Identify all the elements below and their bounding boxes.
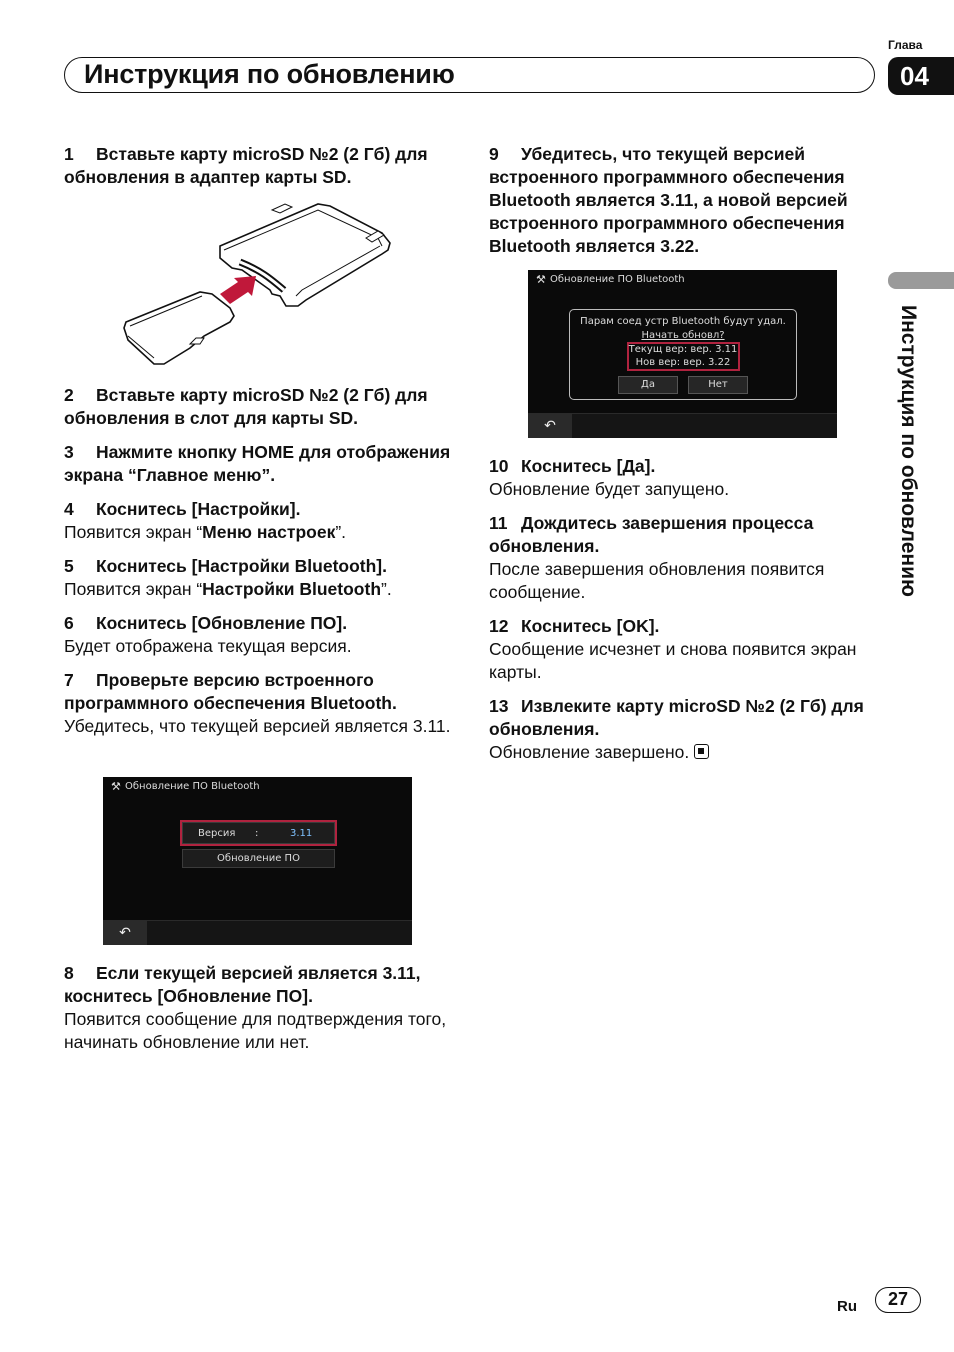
screen-bottom-bar [103,920,412,945]
back-icon[interactable]: ↶ [103,921,147,945]
step-13: 13 Извлеките карту microSD №2 (2 Гб) для обновления. Обновление завершено. [489,696,864,762]
step-8: 8 Если текущей версией является 3.11, коснитесь [Обновление ПО]. Появится сообщение для подтверждения того, начинать обновление или нет. [64,963,447,1052]
left-column [64,143,456,189]
dialog-question: Начать обновл? [641,330,725,341]
step-6: 6 Коснитесь [Обновление ПО]. Будет отображена текущая версия. [64,613,352,656]
step-1: 1 Вставьте карту microSD №2 (2 Гб) для обновления в адаптер карты SD. [64,144,428,187]
chapter-label: Глава [888,38,923,52]
version-separator: : [255,828,259,839]
right-column [489,143,879,258]
screen-title: Обновление ПО Bluetooth [550,274,685,285]
screen-title: Обновление ПО Bluetooth [125,781,260,792]
side-tab-marker [888,272,954,289]
dialog-message: Парам соед устр Bluetooth будут удал. [580,316,786,327]
version-value: 3.11 [290,828,313,839]
new-version: Нов вер: вер. 3.22 [635,357,731,368]
page-number: 27 [875,1287,921,1313]
version-label: Версия [198,828,236,839]
step-3: 3 Нажмите кнопку HOME для отображения экрана “Главное меню”. [64,442,451,485]
highlight-frame [180,820,337,846]
end-mark-icon [694,744,709,759]
current-version: Текущ вер: вер. 3.11 [628,344,738,355]
right-column-steps [489,455,881,764]
step-11: 11 Дождитесь завершения процесса обновления. После завершения обновления появится сообщение. [489,513,825,602]
step-4: 4 Коснитесь [Настройки]. Появится экран “Меню настроек”. [64,499,347,542]
step-9: 9 Убедитесь, что текущей версией встроенного программного обеспечения Bluetooth является 3.11, а новой версией встроенного программного обеспечения Bluetooth является 3.22. [489,144,848,256]
no-button[interactable]: Нет [688,376,748,394]
chapter-number: 04 [888,57,954,95]
settings-icon: ⚒ [111,780,121,793]
yes-button[interactable]: Да [618,376,678,394]
screen-bottom-bar [528,413,837,438]
page-title: Инструкция по обновлению [84,59,455,89]
screen-update-confirm [528,270,837,438]
back-icon[interactable]: ↶ [528,414,572,438]
screen-software-update [103,777,412,945]
step-2: 2 Вставьте карту microSD №2 (2 Гб) для обновления в слот для карты SD. [64,385,428,428]
language-label: Ru [837,1298,857,1315]
step-10: 10 Коснитесь [Да]. Обновление будет запущено. [489,456,730,499]
left-column-bottom [64,962,456,1054]
step-7: 7 Проверьте версию встроенного программного обеспечения Bluetooth. Убедитесь, что текущей версией является 3.11. [64,670,451,736]
update-software-button[interactable]: Обновление ПО [182,849,335,868]
settings-icon: ⚒ [536,273,546,286]
side-tab-label: Инструкция по обновлению [897,305,920,597]
step-5: 5 Коснитесь [Настройки Bluetooth]. Появится экран “Настройки Bluetooth”. [64,556,392,599]
left-column-steps [64,384,456,738]
step-12: 12 Коснитесь [OK]. Сообщение исчезнет и снова появится экран карты. [489,616,857,682]
sd-adapter-illustration [120,198,400,373]
confirm-dialog [569,309,797,400]
